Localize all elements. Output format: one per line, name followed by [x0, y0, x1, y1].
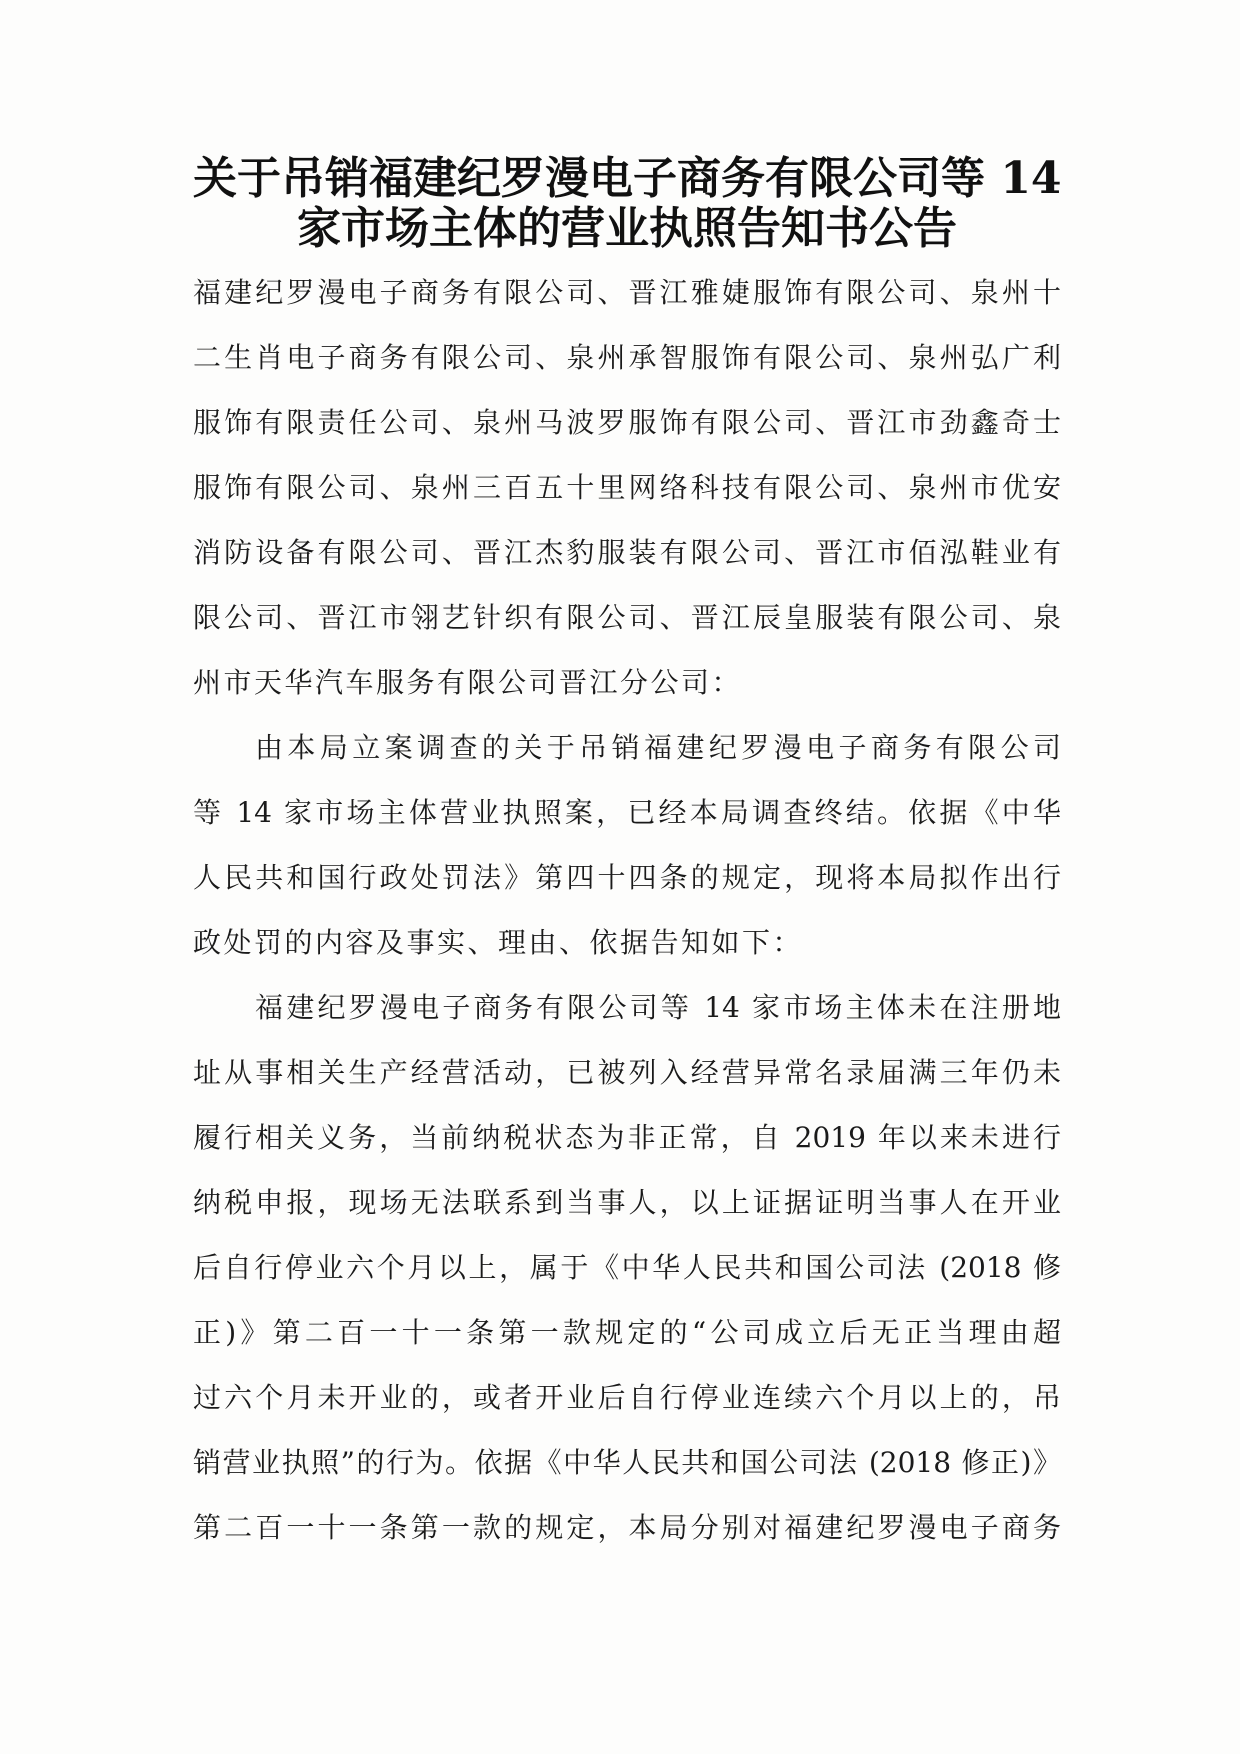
body-line: 政处罚的内容及事实、理由、依据告知如下： — [193, 926, 804, 959]
body-line: 销营业执照”的行为。依据《中华人民共和国公司法 (2018 修正)》 — [193, 1446, 1061, 1479]
body-line: 福建纪罗漫电子商务有限公司等 14 家市场主体未在注册地 — [255, 991, 1061, 1024]
title-line-2: 家市场主体的营业执照告知书公告 — [297, 203, 957, 254]
body-line: 消防设备有限公司、晋江杰豹服装有限公司、晋江市佰泓鞋业有 — [193, 536, 1061, 569]
body-line: 二生肖电子商务有限公司、泉州承智服饰有限公司、泉州弘广利 — [193, 341, 1061, 374]
body-line: 等 14 家市场主体营业执照案，已经本局调查终结。依据《中华 — [193, 796, 1061, 829]
body-line: 人民共和国行政处罚法》第四十四条的规定，现将本局拟作出行 — [193, 861, 1061, 894]
body-line: 正)》第二百一十一条第一款规定的“公司成立后无正当理由超 — [193, 1316, 1061, 1349]
body-line: 纳税申报，现场无法联系到当事人，以上证据证明当事人在开业 — [193, 1186, 1061, 1219]
body-line: 州市天华汽车服务有限公司晋江分公司： — [193, 666, 743, 699]
body-line: 过六个月未开业的，或者开业后自行停业连续六个月以上的，吊 — [193, 1381, 1061, 1414]
body-line: 福建纪罗漫电子商务有限公司、晋江雅婕服饰有限公司、泉州十 — [193, 276, 1061, 309]
document-body — [193, 260, 1061, 1560]
body-line: 限公司、晋江市翎艺针织有限公司、晋江辰皇服装有限公司、泉 — [193, 601, 1061, 634]
facts-paragraph — [193, 975, 1061, 1560]
notice-title — [193, 154, 1061, 254]
body-line: 服饰有限公司、泉州三百五十里网络科技有限公司、泉州市优安 — [193, 471, 1061, 504]
body-line: 址从事相关生产经营活动，已被列入经营异常名录届满三年仍未 — [193, 1056, 1061, 1089]
body-line: 第二百一十一条第一款的规定，本局分别对福建纪罗漫电子商务 — [193, 1511, 1061, 1544]
title-line-1: 关于吊销福建纪罗漫电子商务有限公司等 14 — [193, 153, 1062, 204]
body-line: 后自行停业六个月以上，属于《中华人民共和国公司法 (2018 修 — [193, 1251, 1061, 1284]
body-line: 履行相关义务，当前纳税状态为非正常，自 2019 年以来未进行 — [193, 1121, 1061, 1154]
addressee-paragraph — [193, 260, 1061, 715]
body-line: 由本局立案调查的关于吊销福建纪罗漫电子商务有限公司 — [255, 731, 1061, 764]
body-line: 服饰有限责任公司、泉州马波罗服饰有限公司、晋江市劲鑫奇士 — [193, 406, 1061, 439]
document-page — [193, 154, 1061, 1560]
notice-paragraph — [193, 715, 1061, 975]
